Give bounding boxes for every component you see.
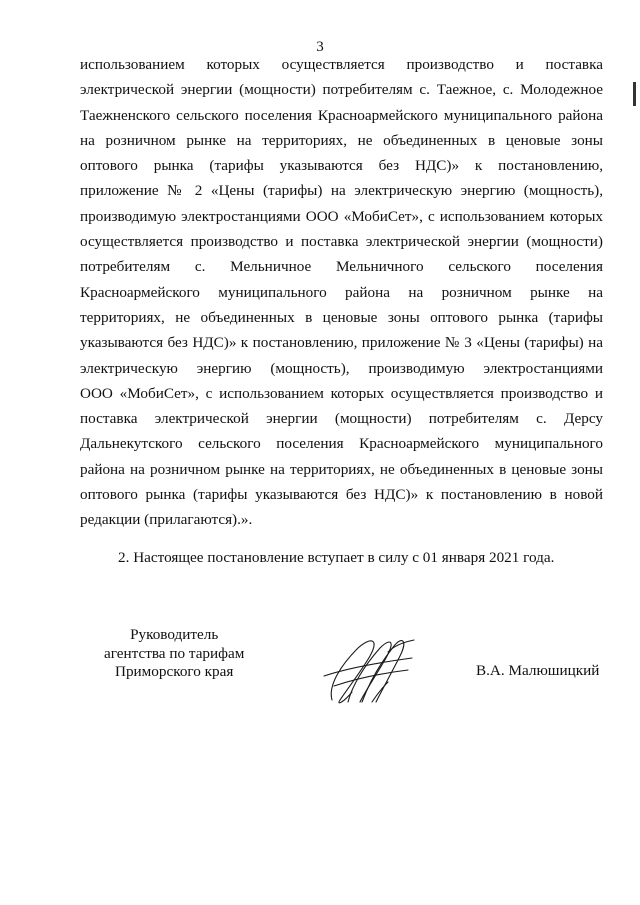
page-number: 3: [316, 39, 324, 55]
main-paragraph: [80, 52, 603, 533]
text-line: территориях, не объединенных в ценовые зоны оптового рынка (тарифы: [80, 308, 603, 326]
text-line: осуществляется производство и поставка электрической энергии (мощности): [80, 233, 603, 251]
text-line: Дальнекутского сельского поселения Красноармейского муниципального: [80, 435, 603, 453]
signatory-title-line: агентства по тарифам: [104, 644, 245, 662]
signatory-title: [104, 626, 244, 682]
handwritten-signature: [318, 630, 418, 708]
signatory-title-line: Руководитель: [130, 626, 219, 643]
text-line: электрическую энергию (мощность), производимую электростанциями: [80, 359, 603, 377]
text-line: редакции (прилагаются).».: [80, 511, 253, 529]
text-line: оптового рынка (тарифы указываются без НДС)» к постановлению,: [80, 157, 603, 175]
text-line: электрической энергии (мощности) потребителям с. Таежное, с. Молодежное: [80, 81, 603, 99]
text-line: использованием которых осуществляется производство и поставка: [80, 56, 603, 73]
text-line: Красноармейского муниципального района на розничном рынке на: [80, 283, 603, 301]
text-line: Таежненского сельского поселения Красноармейского муниципального района: [80, 106, 603, 124]
effective-date-paragraph: 2. Настоящее постановление вступает в силу с 01 января 2021 года.: [118, 549, 555, 566]
text-line: производимую электростанциями ООО «МобиСет», с использованием которых: [80, 207, 603, 225]
text-line: потребителям с. Мельничное Мельничного сельского поселения: [80, 258, 603, 276]
text-line: указываются без НДС)» к постановлению, приложение № 3 «Цены (тарифы) на: [80, 334, 603, 352]
text-line: приложение № 2 «Цены (тарифы) на электрическую энергию (мощность),: [80, 182, 603, 200]
scan-edge-mark: [633, 82, 636, 106]
text-line: ООО «МобиСет», с использованием которых осуществляется производство и: [80, 384, 603, 402]
signatory-name: В.А. Малюшицкий: [476, 662, 600, 679]
text-line: оптового рынка (тарифы указываются без НДС)» к постановлению в новой: [80, 486, 603, 504]
text-line: на розничном рынке на территориях, не объединенных в ценовые зоны: [80, 131, 603, 149]
text-line: поставка электрической энергии (мощности) потребителям с. Дерсу: [80, 410, 603, 428]
text-line: района на розничном рынке на территориях, не объединенных в ценовые зоны: [80, 460, 603, 478]
signatory-title-line: Приморского края: [114, 663, 234, 680]
